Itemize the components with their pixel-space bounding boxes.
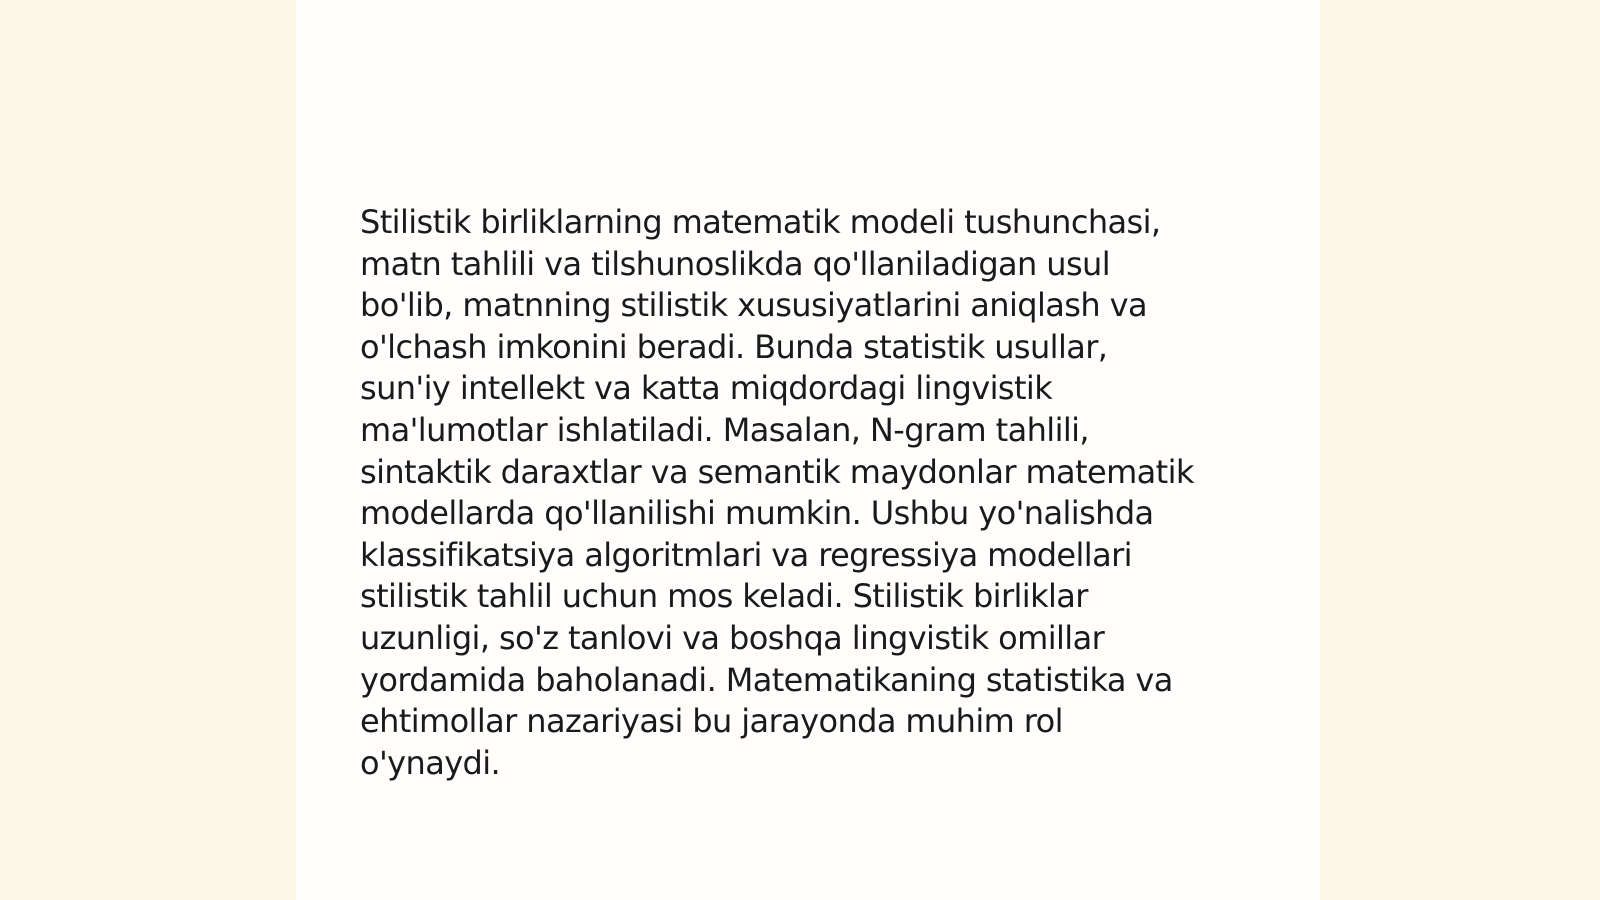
text-line: klassifikatsiya algoritmlari va regressiya modellari — [360, 535, 1132, 574]
text-line: ma'lumotlar ishlatiladi. Masalan, N-gram tahlili, — [360, 410, 1090, 449]
text-line: sintaktik daraxtlar va semantik maydonlar matematik — [360, 452, 1194, 491]
text-line: Stilistik birliklarning matematik modeli tushunchasi, — [360, 203, 1161, 241]
text-line: uzunligi, so'z tanlovi va boshqa lingvistik omillar — [360, 618, 1105, 657]
text-line: yordamida baholanadi. Matematikaning statistika va — [360, 660, 1173, 699]
text-line: matn tahlili va tilshunoslikda qo'llaniladigan usul — [360, 244, 1111, 283]
body-paragraph — [360, 202, 1240, 784]
text-line: o'ynaydi. — [360, 743, 501, 782]
text-line: sun'iy intellekt va katta miqdordagi lingvistik — [360, 369, 1053, 408]
text-line: stilistik tahlil uchun mos keladi. Stilistik birliklar — [360, 577, 1088, 616]
text-line: o'lchash imkonini beradi. Bunda statistik usullar, — [360, 327, 1108, 366]
text-line: ehtimollar nazariyasi bu jarayonda muhim rol — [360, 702, 1063, 741]
document-page — [296, 0, 1320, 900]
text-line: modellarda qo'llanilishi mumkin. Ushbu yo'nalishda — [360, 494, 1154, 533]
text-line: bo'lib, matnning stilistik xususiyatlarini aniqlash va — [360, 286, 1147, 325]
